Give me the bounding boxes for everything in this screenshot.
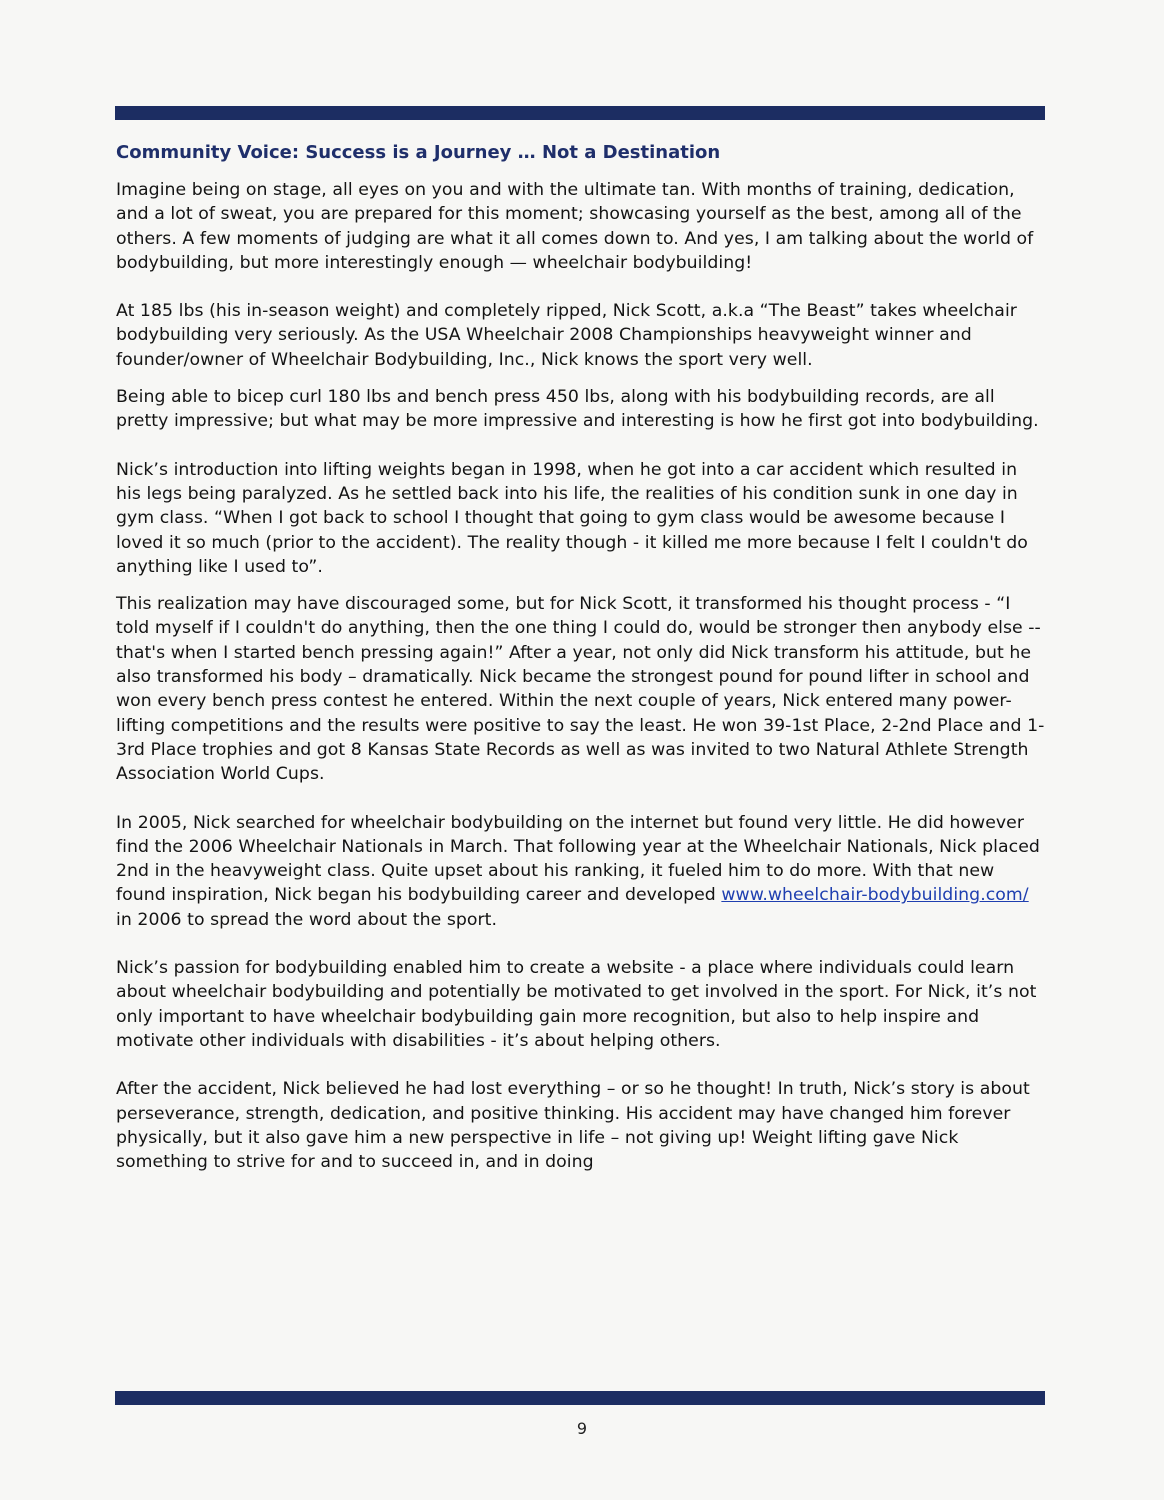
paragraph-2005-text-before: In 2005, Nick searched for wheelchair bodybuilding on the internet but found very little. He did however find the 2006 Wheelchair Nationals in March. That following year at the Wheelchair Nationals, Nick placed 2nd in the heavyweight class. Quite upset about his ranking, it fueled him to do more. With that new found inspiration, Nick began his bodybuilding career and developed [116,812,1040,906]
paragraph-records: Being able to bicep curl 180 lbs and bench press 450 lbs, along with his bodybuilding records, are all pretty impressive; but what may be more impressive and interesting is how he first got into bodybuilding. [116,387,1039,432]
paragraph-nick-scott: At 185 lbs (his in-season weight) and completely ripped, Nick Scott, a.k.a “The Beast” takes wheelchair bodybuilding very seriously. As the USA Wheelchair 2008 Championships heavyweight winner and founder/owner of Wheelchair Bodybuilding, Inc., Nick knows the sport very well. [116,301,1017,370]
top-rule [115,106,1045,120]
article-body [116,140,1046,1174]
paragraph-introduction: Nick’s introduction into lifting weights began in 1998, when he got into a car accident which resulted in his legs being paralyzed. As he settled back into his life, the realities of his condition sunk in one day in gym class. “When I got back to school I thought that going to gym class would be awesome because I loved it so much (prior to the accident). The reality though - it killed me more because I felt I couldn't do anything like I used to”. [116,459,1028,577]
article-title: Community Voice: Success is a Journey … Not a Destination [116,142,721,163]
paragraph-2005-text-after: in 2006 to spread the word about the sport. [116,909,498,930]
paragraph-realization: This realization may have discouraged some, but for Nick Scott, it transformed his thought process - “I told myself if I couldn't do anything, then the one thing I could do, would be stronger then anybody else -- that's when I started bench pressing again!” After a year, not only did Nick transform his attitude, but he also transformed his body – dramatically. Nick became the strongest pound for pound lifter in school and won every bench press contest he entered. Within the next couple of years, Nick entered many power-lifting competitions and the results were positive to say the least. He won 39-1st Place, 2-2nd Place and 1-3rd Place trophies and got 8 Kansas State Records as well as was invited to two Natural Athlete Strength Association World Cups. [116,594,1045,785]
paragraph-passion: Nick’s passion for bodybuilding enabled him to create a website - a place where individuals could learn about wheelchair bodybuilding and potentially be motivated to get involved in the sport. For Nick, it’s not only important to have wheelchair bodybuilding gain more recognition, but also to help inspire and motivate other individuals with disabilities - it’s about helping others. [116,958,1037,1051]
website-link[interactable]: www.wheelchair-bodybuilding.com/ [721,885,1029,906]
bottom-rule [115,1391,1045,1405]
paragraph-intro: Imagine being on stage, all eyes on you and with the ultimate tan. With months of training, dedication, and a lot of sweat, you are prepared for this moment; showcasing yourself as the best, among all of the others. A few moments of judging are what it all comes down to. And yes, I am talking about the world of bodybuilding, but more interestingly enough — wheelchair bodybuilding! [116,180,1034,273]
page-number: 9 [576,1419,588,1438]
paragraph-2005 [116,811,1046,932]
paragraph-after-accident: After the accident, Nick believed he had lost everything – or so he thought! In truth, Nick’s story is about perseverance, strength, dedication, and positive thinking. His accident may have changed him forever physically, but it also gave him a new perspective in life – not giving up! Weight lifting gave Nick something to strive for and to succeed in, and in doing [116,1079,1030,1173]
